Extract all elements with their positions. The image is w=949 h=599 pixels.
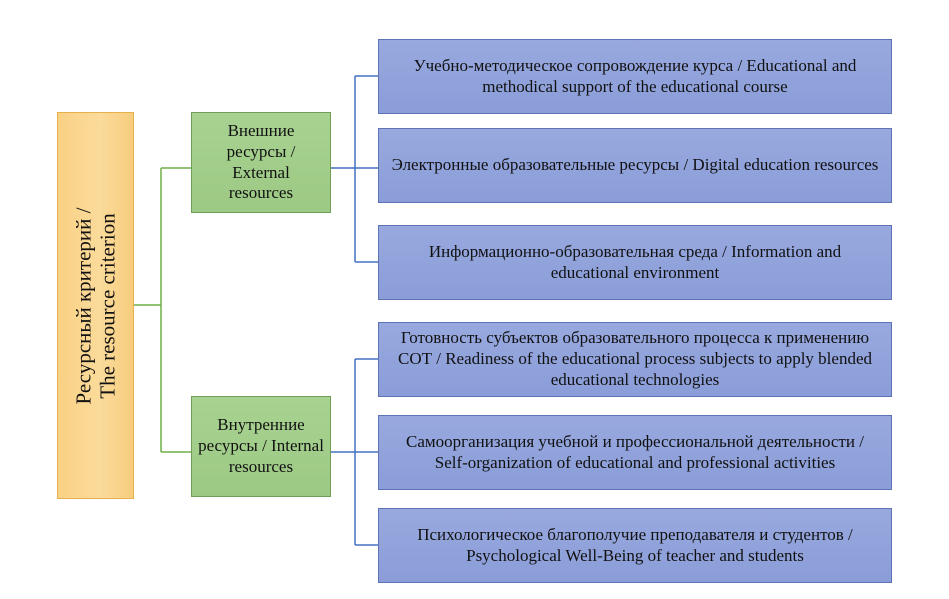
information-environment-label: Информационно-образовательная среда / Information and educational environment <box>428 241 842 282</box>
internal-resources-node <box>191 396 331 497</box>
information-environment-node <box>378 225 892 300</box>
internal-resources-label: Внутренние ресурсы / Internal resources <box>198 415 324 476</box>
digital-resources-node <box>378 128 892 203</box>
psychological-wellbeing-label: Психологическое благополучие преподавателя и студентов / Psychological Well-Being of teacher and students <box>417 524 853 565</box>
external-resources-label: Внешние ресурсы / External resources <box>226 121 296 203</box>
readiness-label: Готовность субъектов образовательного процесса к применению СОТ / Readiness of the educational process subjects to apply blended educational technologies <box>398 328 872 389</box>
self-organization-node <box>378 415 892 490</box>
psychological-wellbeing-node <box>378 508 892 583</box>
digital-resources-label: Электронные образовательные ресурсы / Digital education resources <box>391 155 879 175</box>
educational-support-node <box>378 39 892 114</box>
educational-support-label: Учебно-методическое сопровождение курса / Educational and methodical support of the educational course <box>413 55 857 96</box>
external-resources-node <box>191 112 331 213</box>
readiness-node <box>378 322 892 397</box>
self-organization-label: Самоорганизация учебной и профессиональной деятельности / Self-organization of educational and professional activities <box>406 431 864 472</box>
root-node <box>57 112 134 499</box>
root-node-label: Ресурсный критерий / The resource criterion <box>70 207 119 404</box>
